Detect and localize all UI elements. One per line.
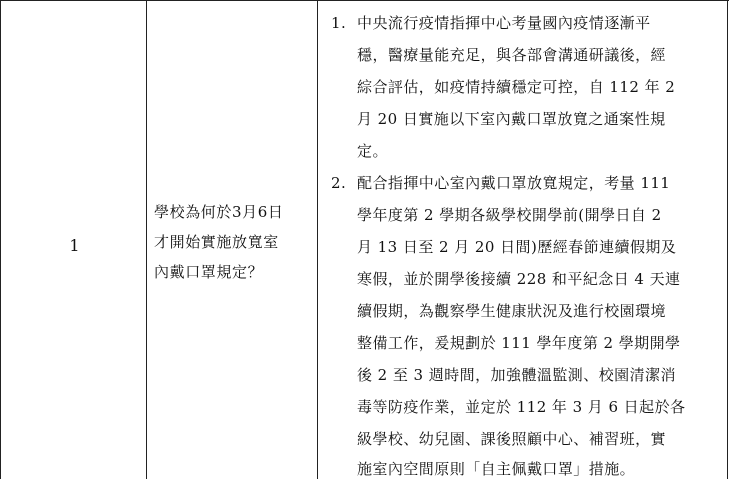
answer-item-number: 1. [331,14,347,32]
answer-line: 定。 [357,142,388,160]
question-line: 內戴口罩規定？ [154,263,264,281]
answer-line: 施室內空間原則「自主佩戴口罩」措施。 [357,460,636,478]
answer-line: 綜合評估，如疫情持續穩定可控，自 112 年 2 [357,78,676,96]
question-cell [154,197,314,287]
row-number: 1 [69,236,80,255]
answer-line: 月 13 日至 2 月 20 日間)歷經春節連續假期及 [357,238,677,256]
column-divider [317,1,318,479]
table-right-border [727,1,728,479]
answer-line: 寒假，並於開學後接續 228 和平紀念日 4 天連 [357,270,681,288]
answer-line: 配合指揮中心室內戴口罩放寬規定，考量 111 [357,174,671,192]
answer-line: 毒等防疫作業，並定於 112 年 3 月 6 日起於各 [357,398,686,416]
answer-line: 後 2 至 3 週時間，加強體溫監測、校園清潔消 [357,366,676,384]
answer-line: 中央流行疫情指揮中心考量國內疫情逐漸平 [357,14,651,32]
answer-line: 級學校、幼兒園、課後照顧中心、補習班，實 [357,430,667,448]
answer-line: 整備工作，爰規劃於 111 學年度第 2 學期開學 [357,334,681,352]
answer-line: 學年度第 2 學期各級學校開學前(開學日自 2 [357,206,662,224]
answer-item-number: 2. [331,174,347,192]
answer-line: 穩，醫療量能充足，與各部會溝通研議後，經 [357,46,667,64]
column-divider [146,1,147,479]
answer-line: 續假期，為觀察學生健康狀況及進行校園環境 [357,302,667,320]
answer-line: 月 20 日實施以下室內戴口罩放寬之通案性規 [357,110,666,128]
question-line: 才開始實施放寬室 [154,233,279,251]
question-line: 學校為何於3月6日 [154,203,284,221]
